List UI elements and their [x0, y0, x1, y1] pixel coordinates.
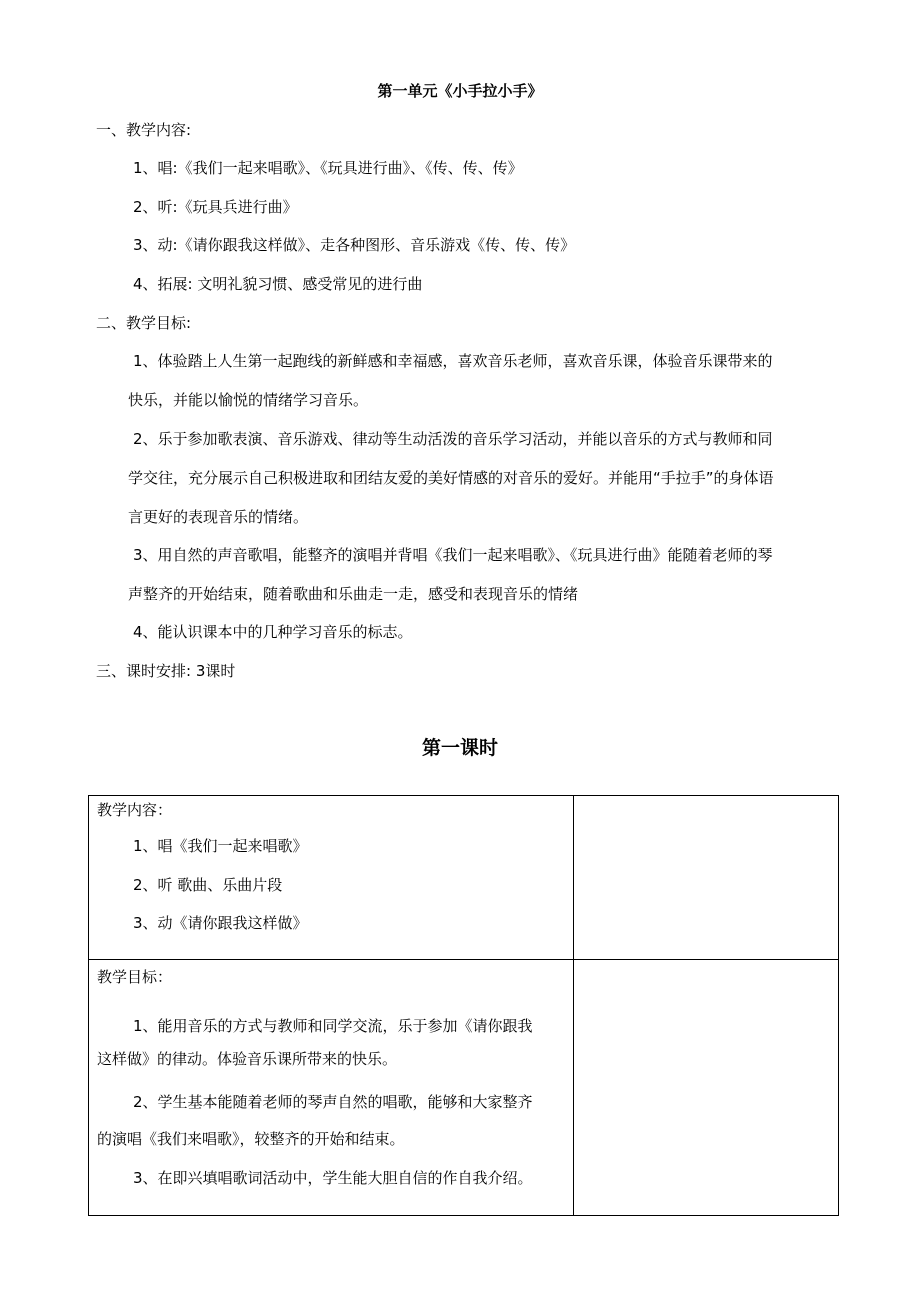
content-item: 3、动:《请你跟我这样做》、走各种图形、音乐游戏《传、传、传》 [133, 236, 576, 254]
section-heading-content: 一、教学内容: [96, 121, 192, 139]
goal-text: 声整齐的开始结束，随着歌曲和乐曲走一走，感受和表现音乐的情绪 [128, 585, 579, 603]
table-content-item: 2、听 歌曲、乐曲片段 [133, 876, 283, 894]
goal-text: 3、用自然的声音歌唱，能整齐的演唱并背唱《我们一起来唱歌》、《玩具进行曲》能随着老师的琴 [133, 546, 773, 564]
table-goal-text: 1、能用音乐的方式与教师和同学交流，乐于参加《请你跟我 [133, 1017, 533, 1035]
goal-text: 1、体验踏上人生第一起跑线的新鲜感和幸福感，喜欢音乐老师，喜欢音乐课，体验音乐课带来的 [133, 352, 773, 370]
lesson-title: 第一课时 [421, 737, 498, 759]
lesson-table [88, 795, 839, 1216]
goal-text: 快乐，并能以愉悦的情绪学习音乐。 [128, 391, 369, 409]
table-goal-text: 2、学生基本能随着老师的琴声自然的唱歌，能够和大家整齐 [133, 1093, 533, 1111]
goals-cell [89, 960, 574, 1216]
content-label: 教学内容： [97, 801, 173, 819]
goal-text: 言更好的表现音乐的情绪。 [128, 508, 309, 526]
goal-text: 学交往，充分展示自己积极进取和团结友爱的美好情感的对音乐的爱好。并能用“手拉手”的身体语 [128, 469, 774, 487]
table-content-item: 3、动《请你跟我这样做》 [133, 914, 308, 932]
content-item: 1、唱:《我们一起来唱歌》、《玩具进行曲》、《传、传、传》 [133, 159, 523, 177]
section-heading-goals: 二、教学目标: [96, 314, 192, 332]
section-heading-schedule: 三、课时安排: 3课时 [96, 662, 236, 680]
notes-cell [574, 796, 839, 960]
goal-text: 2、乐于参加歌表演、音乐游戏、律动等生动活泼的音乐学习活动，并能以音乐的方式与教师和同 [133, 430, 773, 448]
table-goal-text: 3、在即兴填唱歌词活动中，学生能大胆自信的作自我介绍。 [133, 1169, 533, 1187]
notes-cell [574, 960, 839, 1216]
goals-label: 教学目标： [97, 968, 173, 986]
table-goal-text: 的演唱《我们来唱歌》，较整齐的开始和结束。 [97, 1130, 405, 1148]
content-item: 4、拓展: 文明礼貌习惯、感受常见的进行曲 [133, 275, 423, 293]
goal-text: 4、能认识课本中的几种学习音乐的标志。 [133, 623, 413, 641]
content-item: 2、听:《玩具兵进行曲》 [133, 198, 298, 216]
content-cell [89, 796, 574, 960]
table-content-item: 1、唱《我们一起来唱歌》 [133, 837, 308, 855]
table-goal-text: 这样做》的律动。体验音乐课所带来的快乐。 [97, 1050, 398, 1068]
unit-title: 第一单元《小手拉小手》 [377, 82, 543, 100]
